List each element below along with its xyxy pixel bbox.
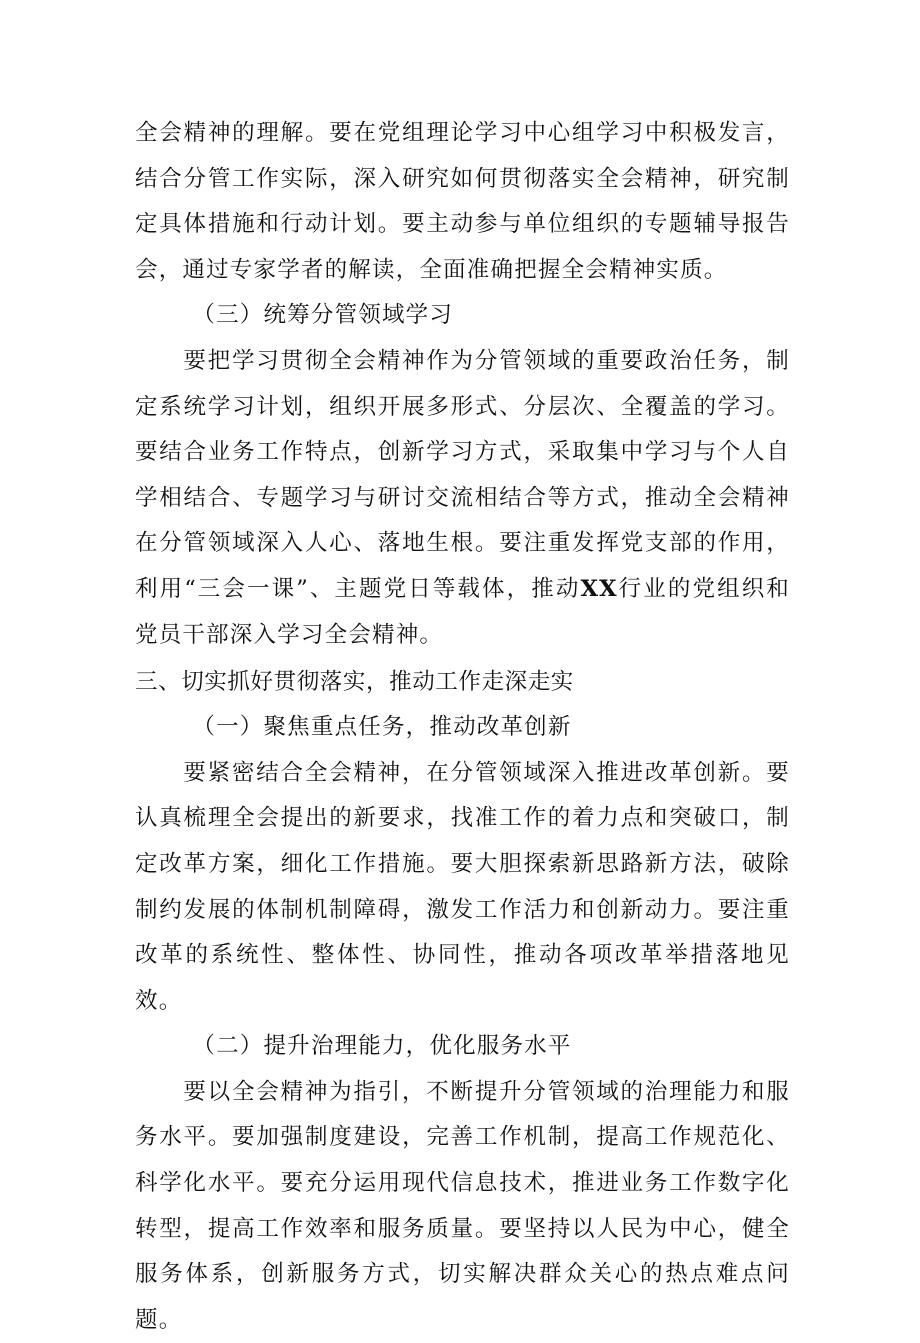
paragraph-service-level: 要以全会精神为指引，不断提升分管领域的治理能力和服务水平。要加强制度建设，完善工作机制，提高工作规范化、科学化水平。要充分运用现代信息技术，推进业务工作数字化转型，提高工作效率和服务质量。要坚持以人民为中心，健全服务体系，创新服务方式，切实解决群众关心的热点难点问题。 [135, 1078, 790, 1333]
paragraph-domain-study-text-2: 行业的党组织和党员干部深入学习全会精神。 [135, 575, 790, 648]
paragraph-domain-study-text-1: 要把学习贯彻全会精神作为分管领域的重要政治任务，制定系统学习计划，组织开展多形式、分层次、全覆盖的学习。要结合业务工作特点，创新学习方式，采取集中学习与个人自学相结合、专题学习与研讨交流相结合等方式，推动全会精神在分管领域深入人心、落地生根。要注重发挥党支部的作用，利用“三会一课”、主题党日等载体，推动 [135, 347, 790, 602]
subheading-governance: （二）提升治理能力，优化服务水平 [192, 1033, 572, 1060]
section-heading-implementation: 三、切实抓好贯彻落实，推动工作走深走实 [135, 669, 574, 696]
subheading-coordinate-study: （三）统筹分管领域学习 [192, 302, 454, 329]
document-body [135, 111, 790, 1343]
placeholder-industry-name: XX [580, 575, 618, 602]
subheading-focus-tasks: （一）聚焦重点任务，推动改革创新 [192, 714, 572, 741]
paragraph-reform-innovation: 要紧密结合全会精神，在分管领域深入推进改革创新。要认真梳理全会提出的新要求，找准工作的着力点和突破口，制定改革方案，细化工作措施。要大胆探索新思路新方法，破除制约发展的体制机制障碍，激发工作活力和创新动力。要注重改革的系统性、整体性、协同性，推动各项改革举措落地见效。 [135, 759, 790, 1014]
paragraph-continued: 全会精神的理解。要在党组理论学习中心组学习中积极发言，结合分管工作实际，深入研究如何贯彻落实全会精神，研究制定具体措施和行动计划。要主动参与单位组织的专题辅导报告会，通过专家学者的解读，全面准确把握全会精神实质。 [135, 120, 790, 283]
paragraph-domain-study [135, 339, 790, 658]
